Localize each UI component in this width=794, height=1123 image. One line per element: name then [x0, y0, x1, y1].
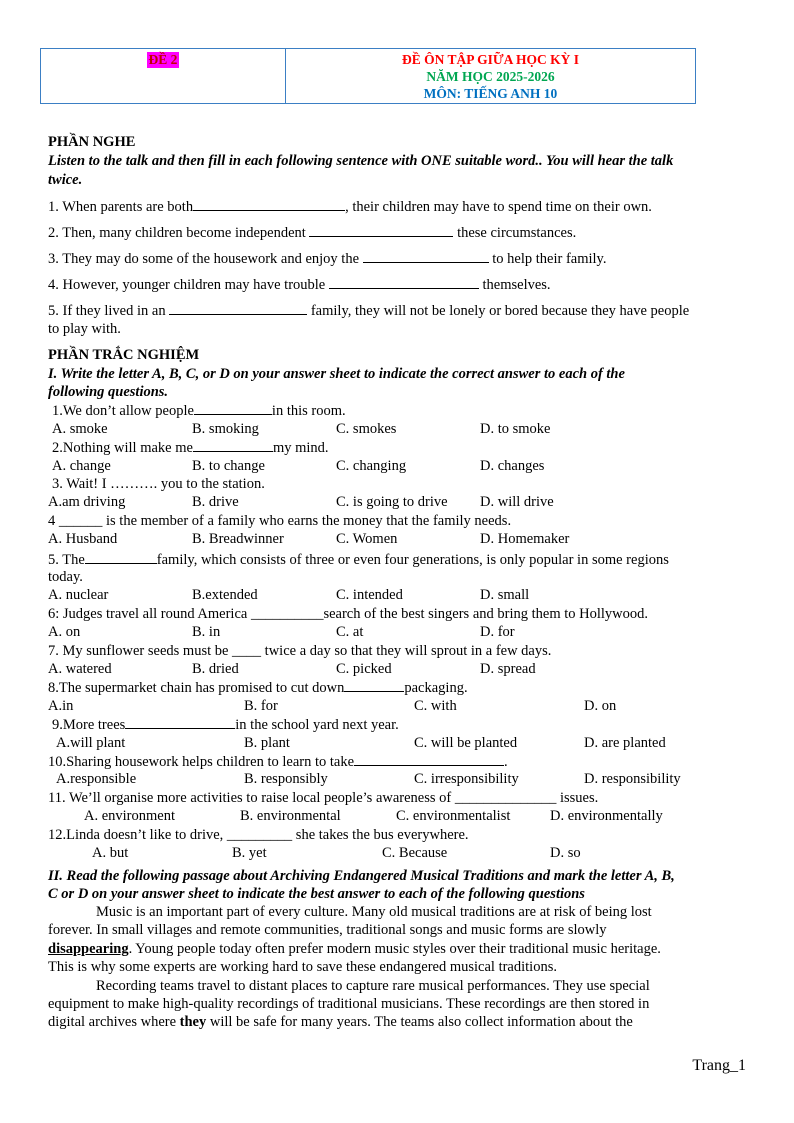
option-d[interactable]: D. responsibility — [584, 771, 681, 787]
option-b[interactable]: B. smoking — [192, 421, 259, 437]
q-text: to help their family. — [492, 251, 607, 267]
option-d[interactable]: D. Homemaker — [480, 531, 570, 547]
option-b[interactable]: B. to change — [192, 458, 265, 474]
q-text: 5. The — [48, 552, 85, 568]
listening-instruction-cont: twice. — [48, 172, 83, 188]
mc-q10 — [48, 752, 508, 771]
option-c[interactable]: C. will be planted — [414, 735, 518, 751]
mc-q6: 6: Judges travel all round America __________search of the best singers and bring them to Hollywood. — [48, 606, 649, 622]
option-a[interactable]: A.in — [48, 698, 74, 714]
answer-blank[interactable] — [85, 550, 157, 564]
answer-blank[interactable] — [125, 715, 235, 729]
answer-blank[interactable] — [344, 678, 404, 692]
passage-text: . Young people today often prefer modern music styles over their traditional music heritage. — [128, 941, 661, 957]
q-text: 3. They may do some of the housework and enjoy the — [48, 251, 360, 267]
option-a[interactable]: A.am driving — [48, 494, 126, 510]
mc-q5 — [48, 550, 669, 569]
exam-header-box — [40, 48, 696, 104]
q-text: , their children may have to spend time on their own. — [345, 199, 652, 215]
answer-blank[interactable] — [309, 223, 453, 237]
option-c[interactable]: C. irresponsibility — [414, 771, 519, 787]
mc-q7: 7. My sunflower seeds must be ____ twice a day so that they will sprout in a few days. — [48, 643, 552, 659]
page-number: Trang_1 — [692, 1057, 746, 1074]
q-text: . — [504, 754, 508, 770]
listening-q5 — [48, 301, 689, 320]
listening-q3 — [48, 249, 607, 268]
option-d[interactable]: D. small — [480, 587, 530, 603]
q-text: in this room. — [271, 403, 346, 419]
option-a[interactable]: A. on — [48, 624, 81, 640]
option-b[interactable]: B.extended — [192, 587, 258, 603]
mc-q2 — [52, 438, 329, 457]
option-d[interactable]: D. environmentally — [550, 808, 663, 824]
option-d[interactable]: D. for — [480, 624, 515, 640]
q-text: my mind. — [272, 440, 329, 456]
mc-q11: 11. We’ll organise more activities to raise local people’s awareness of ______________ issues. — [48, 790, 599, 806]
option-c[interactable]: C. at — [336, 624, 364, 640]
listening-instruction: Listen to the talk and then fill in each following sentence with ONE suitable word.. You will hear the talk — [48, 153, 674, 169]
option-a[interactable]: A.will plant — [56, 735, 126, 751]
mc-q5-cont: today. — [48, 569, 83, 585]
option-d[interactable]: D. changes — [480, 458, 545, 474]
answer-blank[interactable] — [193, 438, 273, 452]
option-a[interactable]: A. watered — [48, 661, 112, 677]
subject: MÔN: TIẾNG ANH 10 — [423, 86, 558, 101]
exam-title: ĐỀ ÔN TẬP GIỮA HỌC KỲ I — [401, 52, 580, 67]
option-b[interactable]: B. dried — [192, 661, 239, 677]
mc-q12: 12.Linda doesn’t like to drive, _________ she takes the bus everywhere. — [48, 827, 469, 843]
option-b[interactable]: B. plant — [244, 735, 290, 751]
highlighted-word: they — [179, 1014, 207, 1030]
mc-q4: 4 ______ is the member of a family who earns the money that the family needs. — [48, 513, 512, 529]
q-text: 1.We don’t allow people — [52, 403, 194, 419]
option-d[interactable]: D. will drive — [480, 494, 554, 510]
option-d[interactable]: D. spread — [480, 661, 536, 677]
q-text: family, they will not be lonely or bored because they have people — [310, 303, 690, 319]
passage-line — [48, 1013, 633, 1031]
option-d[interactable]: D. on — [584, 698, 617, 714]
exam-title-cell — [286, 49, 695, 103]
answer-blank[interactable] — [354, 752, 504, 766]
q-text: 1. When parents are both — [48, 199, 194, 215]
passage-text: will be safe for many years. The teams also collect information about the — [209, 1014, 633, 1030]
option-c[interactable]: C. environmentalist — [396, 808, 511, 824]
option-b[interactable]: B. yet — [232, 845, 267, 861]
listening-q1 — [48, 197, 652, 216]
answer-blank[interactable] — [363, 249, 489, 263]
q-text: packaging. — [404, 680, 468, 696]
option-a[interactable]: A. change — [52, 458, 111, 474]
reading-instruction: II. Read the following passage about Archiving Endangered Musical Traditions and mark the letter A, B, — [48, 868, 675, 884]
answer-blank[interactable] — [193, 197, 345, 211]
option-c[interactable]: C. intended — [336, 587, 403, 603]
option-c[interactable]: C. picked — [336, 661, 392, 677]
passage-line: Recording teams travel to distant places to capture rare musical performances. They use special — [96, 978, 650, 994]
reading-instruction-cont: C or D on your answer sheet to indicate the best answer to each of the following questions — [48, 886, 585, 902]
listening-q5-cont: to play with. — [48, 321, 121, 337]
option-c[interactable]: C. changing — [336, 458, 407, 474]
option-b[interactable]: B. responsibly — [244, 771, 328, 787]
option-c[interactable]: C. Women — [336, 531, 398, 547]
option-d[interactable]: D. are planted — [584, 735, 666, 751]
listening-title: PHẦN NGHE — [48, 134, 136, 150]
mc-q1 — [52, 401, 346, 420]
passage-line — [48, 940, 661, 958]
q-text: 2.Nothing will make me — [52, 440, 193, 456]
passage-line: Music is an important part of every culture. Many old musical traditions are at risk of being lost — [96, 904, 652, 920]
exam-code-cell — [41, 49, 286, 103]
option-b[interactable]: B. in — [192, 624, 221, 640]
listening-q4 — [48, 275, 551, 294]
answer-blank[interactable] — [169, 301, 307, 315]
exam-code: ĐỀ 2 — [148, 52, 178, 67]
q-text: 8.The supermarket chain has promised to cut down — [48, 680, 345, 696]
q-text: 9.More trees — [52, 717, 126, 733]
mc-title: PHẦN TRẮC NGHIỆM — [48, 347, 200, 363]
option-a[interactable]: A. smoke — [52, 421, 108, 437]
passage-text: digital archives where — [48, 1014, 177, 1030]
option-b[interactable]: B. Breadwinner — [192, 531, 284, 547]
option-a[interactable]: A. environment — [84, 808, 176, 824]
passage-line: forever. In small villages and remote communities, traditional songs and music forms are slowly — [48, 922, 607, 938]
mc-q9 — [52, 715, 399, 734]
option-a[interactable]: A. nuclear — [48, 587, 109, 603]
listening-q2 — [48, 223, 576, 242]
q-text: these circumstances. — [457, 225, 577, 241]
option-a[interactable]: A.responsible — [56, 771, 137, 787]
q-text: themselves. — [482, 277, 551, 293]
option-c[interactable]: C. is going to drive — [336, 494, 448, 510]
mc-instruction: I. Write the letter A, B, C, or D on your answer sheet to indicate the correct answer to each of the — [48, 366, 625, 382]
mc-instruction-cont: following questions. — [48, 384, 169, 400]
option-d[interactable]: D. so — [550, 845, 581, 861]
q-text: 4. However, younger children may have trouble — [48, 277, 326, 293]
option-a[interactable]: A. Husband — [48, 531, 118, 547]
school-year: NĂM HỌC 2025-2026 — [426, 69, 555, 84]
mc-q8 — [48, 678, 468, 697]
option-c[interactable]: C. smokes — [336, 421, 397, 437]
option-b[interactable]: B. drive — [192, 494, 239, 510]
option-b[interactable]: B. environmental — [240, 808, 341, 824]
option-c[interactable]: C. Because — [382, 845, 448, 861]
q-text: 10.Sharing housework helps children to learn to take — [48, 754, 355, 770]
passage-line: This is why some experts are working hard to save these endangered musical traditions. — [48, 959, 557, 975]
answer-blank[interactable] — [329, 275, 479, 289]
highlighted-word: disappearing — [48, 941, 129, 957]
q-text: 2. Then, many children become independent — [48, 225, 306, 241]
passage-line: equipment to make high-quality recordings of traditional musicians. These recordings are then stored in — [48, 996, 650, 1012]
option-b[interactable]: B. for — [244, 698, 278, 714]
q-text: in the school yard next year. — [235, 717, 399, 733]
q-text: 5. If they lived in an — [48, 303, 166, 319]
option-c[interactable]: C. with — [414, 698, 457, 714]
answer-blank[interactable] — [194, 401, 272, 415]
mc-q3: 3. Wait! I ………. you to the station. — [52, 476, 265, 492]
q-text: family, which consists of three or even four generations, is only popular in some regions — [156, 552, 669, 568]
option-a[interactable]: A. but — [92, 845, 129, 861]
option-d[interactable]: D. to smoke — [480, 421, 551, 437]
